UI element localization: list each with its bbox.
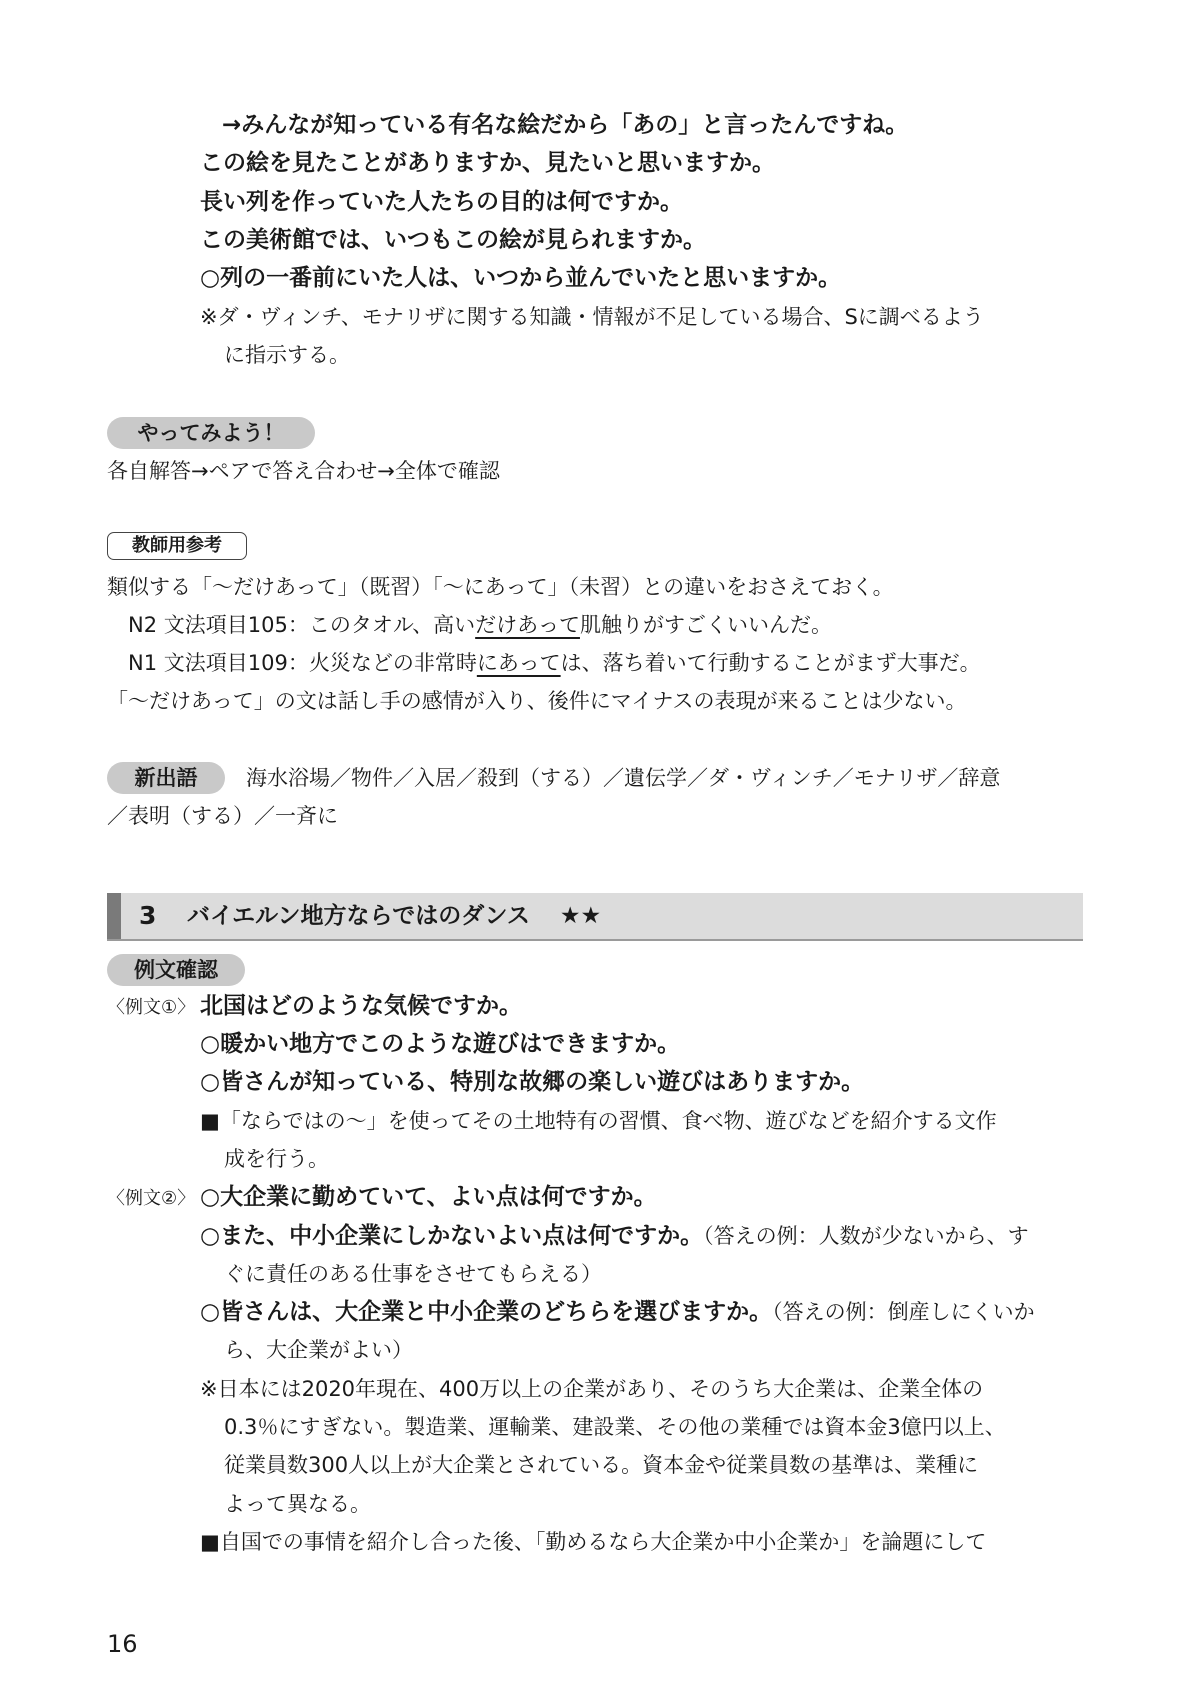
teacher-ref-example-2: N1 文法項目109：火災などの非常時にあっては、落ち着いて行動することがまず大事だ。	[128, 651, 981, 675]
example-1-question-2: ○暖かい地方でこのような遊びはできますか。	[200, 1031, 681, 1057]
section-3-header	[107, 893, 1083, 941]
top-note-line-2: に指示する。	[224, 343, 350, 367]
top-line-3: 長い列を作っていた人たちの目的は何ですか。	[200, 189, 683, 215]
top-line-5: ○列の一番前にいた人は、いつから並んでいたと思いますか。	[200, 265, 842, 291]
example-1-note-line-2: 成を行う。	[224, 1147, 329, 1171]
new-words-label: 新出語	[107, 762, 225, 794]
example-1-label: 〈例文①〉	[107, 997, 196, 1018]
example-2-question-1: ○大企業に勤めていて、よい点は何ですか。	[200, 1184, 657, 1210]
example-2-note-line-3: 従業員数300人以上が大企業とされている。資本金や従業員数の基準は、業種に	[224, 1453, 979, 1477]
teacher-ref-label: 教師用参考	[107, 532, 247, 560]
top-note-line-1: ※ダ・ヴィンチ、モナリザに関する知識・情報が不足している場合、Sに調べるよう	[200, 305, 984, 329]
new-words-line-2: ／表明（する）／一斉に	[107, 804, 338, 828]
teacher-ref-line-4: 「～だけあって」の文は話し手の感情が入り、後件にマイナスの表現が来ることは少ない。	[107, 689, 967, 713]
underlined-dakeatte: だけあって	[475, 613, 580, 637]
top-line-1: →みんなが知っている有名な絵だから「あの」と言ったんですね。	[222, 112, 909, 138]
top-line-4: この美術館では、いつもこの絵が見られますか。	[200, 227, 706, 253]
example-2-note-line-2: 0.3％にすぎない。製造業、運輸業、建設業、その他の業種では資本金3億円以上、	[224, 1415, 1006, 1439]
example-1-note-line-1: ■「ならではの～」を使ってその土地特有の習慣、食べ物、遊びなどを紹介する文作	[200, 1109, 997, 1133]
section-accent-bar	[107, 893, 121, 939]
page-number: 16	[107, 1630, 138, 1658]
example-2-question-2-cont: ぐに責任のある仕事をさせてもらえる）	[224, 1262, 602, 1286]
example-2-question-2: ○また、中小企業にしかないよい点は何ですか。（答えの例：人数が少ないから、す	[200, 1223, 1029, 1249]
example-2-note-line-1: ※日本には2020年現在、400万以上の企業があり、そのうち大企業は、企業全体の	[200, 1377, 984, 1401]
try-text: 各自解答→ペアで答え合わせ→全体で確認	[107, 459, 500, 483]
try-label: やってみよう！	[107, 417, 315, 449]
section-title: バイエルン地方ならではのダンス ★★	[187, 903, 602, 929]
example-1-question-3: ○皆さんが知っている、特別な故郷の楽しい遊びはありますか。	[200, 1069, 865, 1095]
top-line-2: この絵を見たことがありますか、見たいと思いますか。	[200, 150, 775, 176]
teacher-ref-example-1: N2 文法項目105：このタオル、高いだけあって肌触りがすごくいいんだ。	[128, 613, 832, 637]
example-2-question-3: ○皆さんは、大企業と中小企業のどちらを選びますか。（答えの例：倒産しにくいか	[200, 1299, 1035, 1325]
example-check-label: 例文確認	[107, 954, 245, 986]
underlined-niatte: にあって	[476, 651, 561, 675]
example-1-question-1: 北国はどのような気候ですか。	[200, 993, 522, 1019]
teacher-ref-line-1: 類似する「～だけあって」（既習）「～にあって」（未習）との違いをおさえておく。	[107, 575, 894, 599]
example-2-question-3-cont: ら、大企業がよい）	[224, 1338, 413, 1362]
example-2-note-line-5: ■自国での事情を紹介し合った後、「勤めるなら大企業か中小企業か」を論題にして	[200, 1530, 987, 1554]
new-words-line-1: 海水浴場／物件／入居／殺到（する）／遺伝学／ダ・ヴィンチ／モナリザ／辞意	[246, 766, 1001, 790]
example-2-note-line-4: よって異なる。	[224, 1492, 371, 1516]
difficulty-stars: ★★	[559, 903, 602, 929]
example-2-label: 〈例文②〉	[107, 1188, 196, 1209]
section-number: 3	[139, 901, 157, 930]
